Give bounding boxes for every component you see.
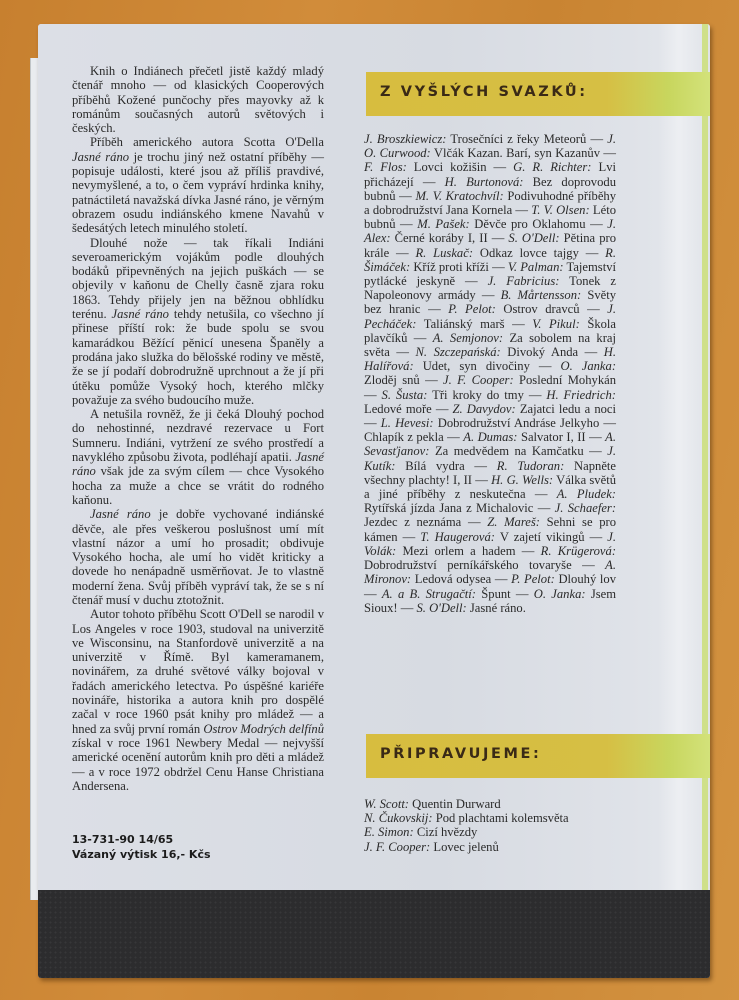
published-title: Tajemství pytlácké jeskyně (364, 259, 616, 289)
published-author: F. Flos: (364, 160, 407, 175)
published-title: Za medvědem na Kamčatku (434, 444, 584, 459)
blurb-paragraph-1: Knih o Indiánech přečetl jistě každý mladý čtenář mnoho — od klasických Cooperových příběhů Kožené punčochy přes mayovky až k románům současných autorů světových i českých. (72, 64, 324, 136)
published-title: Zloděj snů (364, 373, 420, 388)
book-title-italic: Ostrov Modrých delfínů (203, 721, 324, 736)
published-banner (366, 72, 710, 116)
published-title: Dobrodružství Andráse Jelkyho — Chlapík z pekla (364, 416, 616, 445)
book-title-italic: Jasné ráno (72, 450, 324, 479)
published-title: Tři kroky do tmy (432, 387, 524, 402)
published-title: Poslední Mohykán (519, 373, 617, 388)
upcoming-title: Pod plachtami kolemsvěta (435, 811, 569, 826)
published-title: Za sobolem na kraj světa (364, 330, 617, 360)
published-author: Z. Davydov: (452, 401, 516, 416)
book-title-italic: Jasné ráno (90, 507, 151, 522)
published-title: Lvi přicházejí (364, 160, 616, 189)
published-title: Dobrodružství perníkářského tovaryše (364, 558, 572, 573)
published-author: J. Fabricius: (487, 274, 560, 289)
upcoming-title: Lovec jelenů (433, 839, 499, 854)
upcoming-heading: PŘIPRAVUJEME: (380, 746, 542, 762)
upcoming-item (364, 811, 654, 825)
published-author: V. Palman: (507, 259, 564, 274)
published-author: B. Mårtensson: (500, 288, 582, 303)
published-author: O. Janka: (560, 359, 617, 374)
published-title: Bílá vydra (405, 458, 465, 473)
published-title: Děvče pro Oklahomu (474, 217, 586, 232)
upcoming-author: J. F. Cooper: (364, 839, 431, 854)
published-author: A. Dumas: (463, 430, 518, 445)
published-author: S. Šusta: (381, 387, 428, 402)
blurb-paragraph-2: Příběh amerického autora Scotta O'Della Jasné ráno je trochu jiný než ostatní příběhy — popisuje události, které jsou až příliš pravdivé, nevymyšlené, a to, o čem vypráví hrdinka knihy, patnáctiletá navažská dívka Jasné ráno, je věrným obrazem osudu indiánského kmene Navahů v šedesátých letech minulého století. (72, 135, 325, 236)
upcoming-list (364, 797, 654, 854)
published-title: Léto bubnů (364, 203, 616, 232)
published-title: Divoký Anda (507, 345, 579, 360)
published-author: J. Schaefer: (554, 501, 617, 516)
published-title: Špunt (481, 586, 511, 601)
published-title: Jezdec z neznáma (364, 515, 462, 530)
published-author: J. Pecháček: (364, 302, 616, 331)
book-title-italic: Jasné ráno (72, 149, 130, 164)
upcoming-title: Quentin Durward (412, 797, 501, 811)
catalog-code: 13-731-90 14/65 (72, 833, 174, 846)
published-author: S. O'Dell: (416, 600, 467, 615)
blurb-paragraph-3: Dlouhé nože — tak říkali Indiáni severoamerickým vojákům podle dlouhých bodáků připevněných na jejich puškách — se objevily v kaňonu de Chelly časně zjara roku 1863. Tehdy přijely jen na běžnou obhlídku terénu. Jasné ráno tehdy netušila, co všechno jí přinese příští rok: že bude spolu se svou kamarádkou Běžící pěnicí unesena Španěly a prodána jako služka do bělošské rodiny ve městě, že se jí podaří dobrodružně uprchnout a že jí při útěku pomůže Vysoký hoch, kterého mlčky považuje za svého budoucího muže. (72, 235, 324, 407)
published-author: R. Krügerová: (540, 543, 617, 558)
upcoming-author: E. Simon: (364, 825, 414, 840)
published-title: Ledové moře (364, 401, 432, 416)
published-author: A. Mironov: (364, 558, 616, 587)
published-author: R. Šimáček: (364, 245, 616, 274)
published-title: Světy bez hranic (364, 288, 616, 317)
published-title: Lovci kožišin (413, 160, 487, 175)
published-heading: Z VYŠLÝCH SVAZKŮ: (380, 84, 588, 100)
upcoming-banner (366, 734, 710, 778)
published-title: Udet, syn divočiny (422, 359, 530, 374)
published-title: Podivuhodné příběhy a dobrodružství Jana Kornela (364, 188, 617, 218)
published-author: O. Janka: (533, 586, 586, 601)
book-back-cover (38, 24, 710, 978)
published-title: Válka světů a jiné příběhy z neskutečna (364, 472, 616, 502)
published-author: R. Luskač: (415, 245, 474, 260)
published-title: Vlčák Kazan. Barí, syn Kazanův (433, 146, 600, 161)
published-author: J. O. Curwood: (364, 132, 617, 161)
published-title: V zajetí vikingů (499, 529, 585, 544)
blurb-column (72, 64, 324, 793)
published-title: Ledová odysea (414, 572, 492, 587)
published-author: H. Burtonová: (444, 174, 524, 189)
published-list: J. Broszkiewicz: Trosečníci z řeky Meteorů — J. O. Curwood: Vlčák Kazan. Barí, syn Kazanův — F. Flos: Lovci kožišin — G. R. Richter: Lvi přicházejí — H. Burtonová: Bez doprovodu bubnů — M. V. Kratochvíl: Podivuhodné příběhy a dobrodružství Jana Kornela — T. V. Olsen: Léto bubnů — M. Pašek: Děvče pro Oklahomu — J. Alex: Černé koráby I, II — S. O'Dell: Pětina pro krále — R. Luskač: Odkaz lovce tajgy — R. Šimáček: Kříž proti kříži — V. Palman: Tajemství pytlácké jeskyně — J. Fabricius: Tonek z Napoleonovy armády — B. Mårtensson: Světy bez hranic — P. Pelot: Ostrov dravců — J. Pecháček: Taliánský marš — V. Pikul: Škola plavčíků — A. Semjonov: Za sobolem na kraj světa — N. Szczepańská: Divoký Anda — H. Halířová: Udet, syn divočiny — O. Janka: Zloděj snů — J. F. Cooper: Poslední Mohykán — S. Šusta: Tři kroky do tmy — H. Friedrich: Ledové moře — Z. Davydov: Zajatci ledu a noci — L. Hevesi: Dobrodružství Andráse Jelkyho — Chlapík z pekla — A. Dumas: Salvator I, II — A. Sevasťjanov: Za medvědem na Kamčatku — J. Kutík: Bílá vydra — R. Tudoran: Napněte všechny plachty! I, II — H. G. Wells: Válka světů a jiné příběhy z neskutečna — A. Pludek: Rytířská jízda Jana z Michalovic — J. Schaefer: Jezdec z neznáma — Z. Mareš: Sehni se pro kámen — T. Haugerová: V zajetí vikingů — J. Volák: Mezi orlem a hadem — R. Krügerová: Dobrodružství perníkářského tovaryše — A. Mironov: Ledová odysea — P. Pelot: Dlouhý lov — A. a B. Strugačtí: Špunt — O. Janka: Jsem Sioux! — S. O'Dell: Jasné ráno. (364, 132, 617, 615)
published-title: Dlouhý lov (558, 572, 616, 587)
published-author: J. Kutík: (364, 444, 617, 473)
published-title: Sehni se pro kámen (364, 515, 616, 544)
published-author: A. Sevasťjanov: (364, 430, 617, 459)
published-title: Salvator I, II (520, 430, 586, 445)
blurb-paragraph-6: Autor tohoto příběhu Scott O'Dell se narodil v Los Angeles v roce 1903, studoval na univerzitě ve Wisconsinu, na Stanfordově univerzitě a na univerzitě v Římě. Byl kameramanem, novinářem, za druhé světové války bojoval v řadách amerického letectva. Po úspěšné kariéře novináře, historika a autora knih pro dospělé začal v roce 1960 psát knihy pro mládež — a hned za svůj první román Ostrov Modrých delfínů získal v roce 1961 Newbery Medal — nejvyšší americké ocenění autorům knih pro děti a mládež — a v roce 1972 obdržel Cenu Hanse Christiana Andersena. (72, 607, 324, 793)
published-author: T. V. Olsen: (531, 203, 590, 218)
published-author: J. F. Cooper: (443, 373, 514, 388)
published-author: P. Pelot: (511, 572, 555, 587)
published-title: Napněte všechny plachty! I, II (364, 458, 617, 487)
upcoming-item (364, 825, 654, 839)
upcoming-item (364, 797, 654, 811)
published-title: Odkaz lovce tajgy (479, 245, 579, 260)
published-title: Ostrov dravců (503, 302, 580, 317)
upcoming-author: N. Čukovskij: (364, 811, 433, 826)
published-title: Tonek z Napoleonovy armády (364, 274, 617, 303)
published-title: Pětina pro krále (364, 231, 617, 260)
published-author: A. Pludek: (556, 487, 616, 502)
price-label: Vázaný výtisk 16,- Kčs (72, 848, 211, 861)
published-author: V. Pikul: (532, 316, 580, 331)
published-title: Kříž proti kříži (413, 259, 489, 274)
published-title: Černé koráby I, II (394, 231, 488, 246)
published-title: Jsem Sioux! (364, 586, 617, 615)
published-author: J. Alex: (364, 217, 617, 246)
published-author: G. R. Richter: (513, 160, 592, 175)
published-author: R. Tudoran: (496, 458, 565, 473)
published-author: M. Pašek: (417, 217, 470, 232)
published-author: T. Haugerová: (420, 529, 495, 544)
published-title: Zajatci ledu a noci (519, 401, 617, 416)
published-title: Jasné ráno. (469, 600, 526, 615)
published-author: M. V. Kratochvíl: (415, 188, 504, 203)
published-author: N. Szczepańská: (415, 345, 501, 360)
published-author: J. Volák: (364, 529, 617, 558)
book-title-italic: Jasné ráno (111, 307, 169, 322)
published-title: Mezi orlem a hadem (402, 543, 516, 558)
blurb-paragraph-4: A netušila rovněž, že ji čeká Dlouhý pochod do nehostinné, nezdravé rezervace u Fort Sumneru. Indiáni, vytržení ze svého prostředí a navyklého způsobu života, podléhají apatii. Jasné ráno však jde za svým cílem — chce Vysokého hocha za muže a chce se vrátit do rodného kaňonu. (72, 407, 324, 507)
upcoming-item (364, 840, 654, 854)
published-title: Rytířská jízda Jana z Michalovic (364, 501, 534, 516)
published-author: S. O'Dell: (508, 231, 560, 246)
published-author: H. Halířová: (364, 345, 617, 374)
published-author: J. Broszkiewicz: (364, 132, 447, 146)
published-title: Škola plavčíků (364, 316, 616, 345)
published-title: Taliánský marš (423, 316, 505, 331)
published-author: A. a B. Strugačtí: (381, 586, 476, 601)
published-author: P. Pelot: (448, 302, 496, 317)
imprint-block (72, 832, 211, 862)
published-author: L. Hevesi: (380, 416, 434, 431)
upcoming-title: Cizí hvězdy (416, 825, 478, 840)
published-title: Bez doprovodu bubnů (364, 174, 616, 203)
blurb-paragraph-5: Jasné ráno je dobře vychované indiánské děvče, ale přes veškerou poslušnost umí mít vlastní názor a umí ho prosadit; obdivuje Vysokého hocha, ale umí ho vidět kriticky a dovede ho nenápadně usměrňovat. Je to vlastně moderní žena. Svůj příběh vypráví tak, že se s ní čtenář musí v duchu ztotožnit. (72, 507, 324, 607)
upcoming-author: W. Scott: (364, 797, 410, 811)
published-author: Z. Mareš: (487, 515, 540, 530)
published-author: H. Friedrich: (546, 387, 616, 402)
cloth-spine-band (38, 890, 710, 978)
published-author: H. G. Wells: (491, 472, 554, 487)
published-title: Trosečníci z řeky Meteorů (450, 132, 587, 146)
published-author: A. Semjonov: (432, 330, 504, 345)
